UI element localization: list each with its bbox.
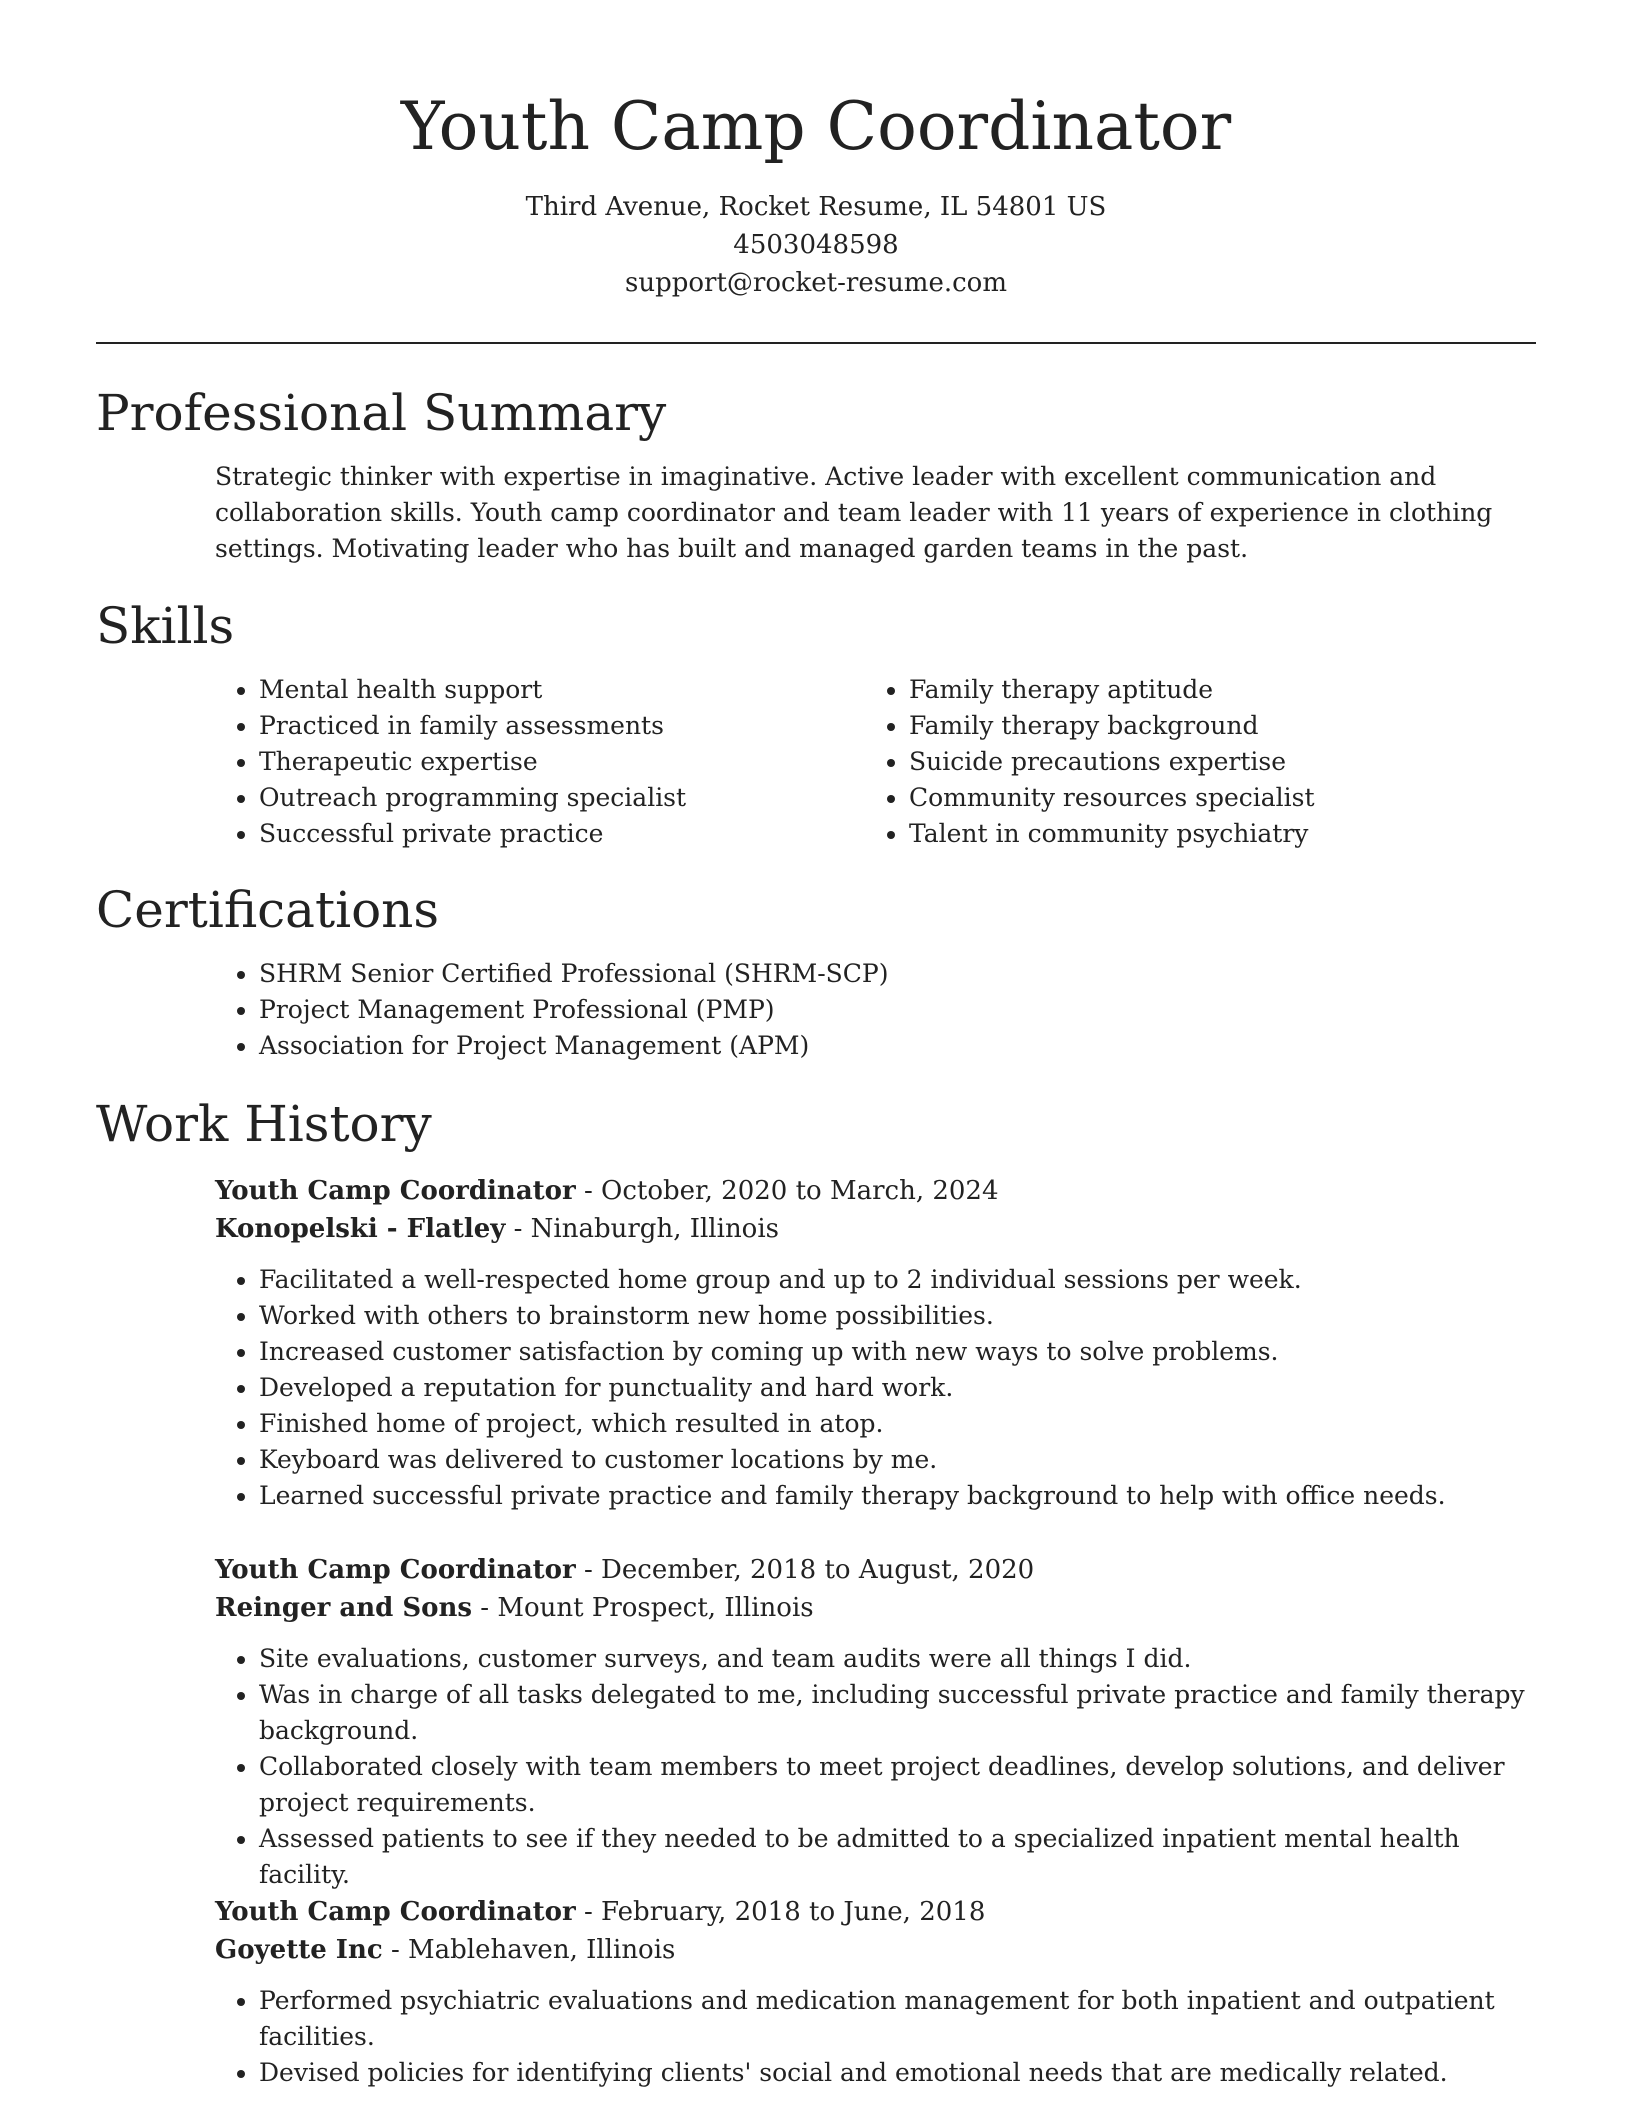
job-entry [96, 1893, 1536, 2091]
job-company: Konopelski - Flatley [215, 1214, 506, 1244]
job-entry [96, 1551, 1536, 1893]
skill-item: • Successful private practice [259, 816, 865, 852]
skill-item: • Practiced in family assessments [259, 708, 865, 744]
skills-column-left [215, 672, 865, 852]
certifications-section [96, 878, 1536, 1064]
job-location: - Ninaburgh, Illinois [505, 1214, 779, 1244]
responsibility-item: • Assessed patients to see if they needed to be admitted to a specialized inpatient mental health facility. [259, 1821, 1536, 1893]
responsibility-item: • Increased customer satisfaction by coming up with new ways to solve problems. [259, 1334, 1536, 1370]
job-responsibilities [215, 1262, 1536, 1514]
summary-section [96, 381, 1536, 567]
certifications-list [215, 942, 1536, 1064]
responsibility-item: • Finished home of project, which resulted in atop. [259, 1406, 1536, 1442]
responsibility-item: • Learned successful private practice and family therapy background to help with office needs. [259, 1478, 1536, 1514]
job-role: Youth Camp Coordinator [215, 1555, 576, 1585]
responsibility-item: • Facilitated a well-respected home group and up to 2 individual sessions per week. [259, 1262, 1536, 1298]
skill-item: • Outreach programming specialist [259, 780, 865, 816]
job-responsibilities [215, 1983, 1536, 2091]
job-company-line [215, 1210, 1536, 1248]
skill-item: • Family therapy background [909, 708, 1515, 744]
responsibility-item: • Performed psychiatric evaluations and medication management for both inpatient and outpatient facilities. [259, 1983, 1536, 2055]
job-company: Reinger and Sons [215, 1593, 473, 1623]
job-location: - Mount Prospect, Illinois [472, 1593, 814, 1623]
responsibility-item: • Developed a reputation for punctuality and hard work. [259, 1370, 1536, 1406]
certifications-title: Certifications [96, 881, 440, 939]
responsibility-item: • Devised policies for identifying clients' social and emotional needs that are medically related. [259, 2055, 1536, 2091]
job-dates: - October, 2020 to March, 2024 [575, 1176, 999, 1206]
candidate-name: Youth Camp Coordinator [400, 88, 1232, 165]
skills-section [96, 594, 1536, 852]
responsibility-item: • Collaborated closely with team members to meet project deadlines, develop solutions, and deliver project requirements. [259, 1749, 1536, 1821]
job-dates: - February, 2018 to June, 2018 [575, 1897, 986, 1927]
job-company-line [215, 1589, 1536, 1627]
job-role: Youth Camp Coordinator [215, 1176, 576, 1206]
contact-info [0, 188, 1632, 302]
work-history-title: Work History [96, 1095, 432, 1153]
skills-grid [215, 658, 1536, 852]
skill-item: • Suicide precautions expertise [909, 744, 1515, 780]
certification-item: • Association for Project Management (APM) [259, 1028, 1536, 1064]
job-responsibilities [215, 1641, 1536, 1893]
skills-title: Skills [96, 597, 235, 655]
responsibility-item: • Keyboard was delivered to customer locations by me. [259, 1442, 1536, 1478]
skill-item: • Family therapy aptitude [909, 672, 1515, 708]
header-divider [96, 342, 1536, 344]
job-dates: - December, 2018 to August, 2020 [575, 1555, 1035, 1585]
job-company-line [215, 1931, 1536, 1969]
skill-item: • Community resources specialist [909, 780, 1515, 816]
job-role: Youth Camp Coordinator [215, 1897, 576, 1927]
responsibility-item: • Was in charge of all tasks delegated to me, including successful private practice and family therapy background. [259, 1677, 1536, 1749]
skill-item: • Talent in community psychiatry [909, 816, 1515, 852]
job-location: - Mablehaven, Illinois [382, 1935, 676, 1965]
summary-text: Strategic thinker with expertise in imaginative. Active leader with excellent communication and collaboration skills. Youth camp coordinator and team leader with 11 years of experience in clothing settings. Motivating leader who has built and managed garden teams in the past. [215, 462, 1493, 563]
resume-header [0, 0, 1632, 302]
skills-column-right [865, 672, 1515, 852]
job-entry [96, 1172, 1536, 1514]
job-title-line [215, 1172, 1536, 1210]
work-history-section [96, 1092, 1536, 1156]
contact-address: Third Avenue, Rocket Resume, IL 54801 US [525, 192, 1107, 222]
contact-email: support@rocket-resume.com [624, 268, 1007, 298]
skill-item: • Therapeutic expertise [259, 744, 865, 780]
certification-item: • Project Management Professional (PMP) [259, 992, 1536, 1028]
contact-phone: 4503048598 [733, 230, 899, 260]
skill-item: • Mental health support [259, 672, 865, 708]
job-title-line [215, 1893, 1536, 1931]
job-company: Goyette Inc [215, 1935, 383, 1965]
summary-title: Professional Summary [96, 384, 667, 442]
responsibility-item: • Site evaluations, customer surveys, and team audits were all things I did. [259, 1641, 1536, 1677]
responsibility-item: • Worked with others to brainstorm new home possibilities. [259, 1298, 1536, 1334]
job-title-line [215, 1551, 1536, 1589]
certification-item: • SHRM Senior Certified Professional (SHRM-SCP) [259, 956, 1536, 992]
